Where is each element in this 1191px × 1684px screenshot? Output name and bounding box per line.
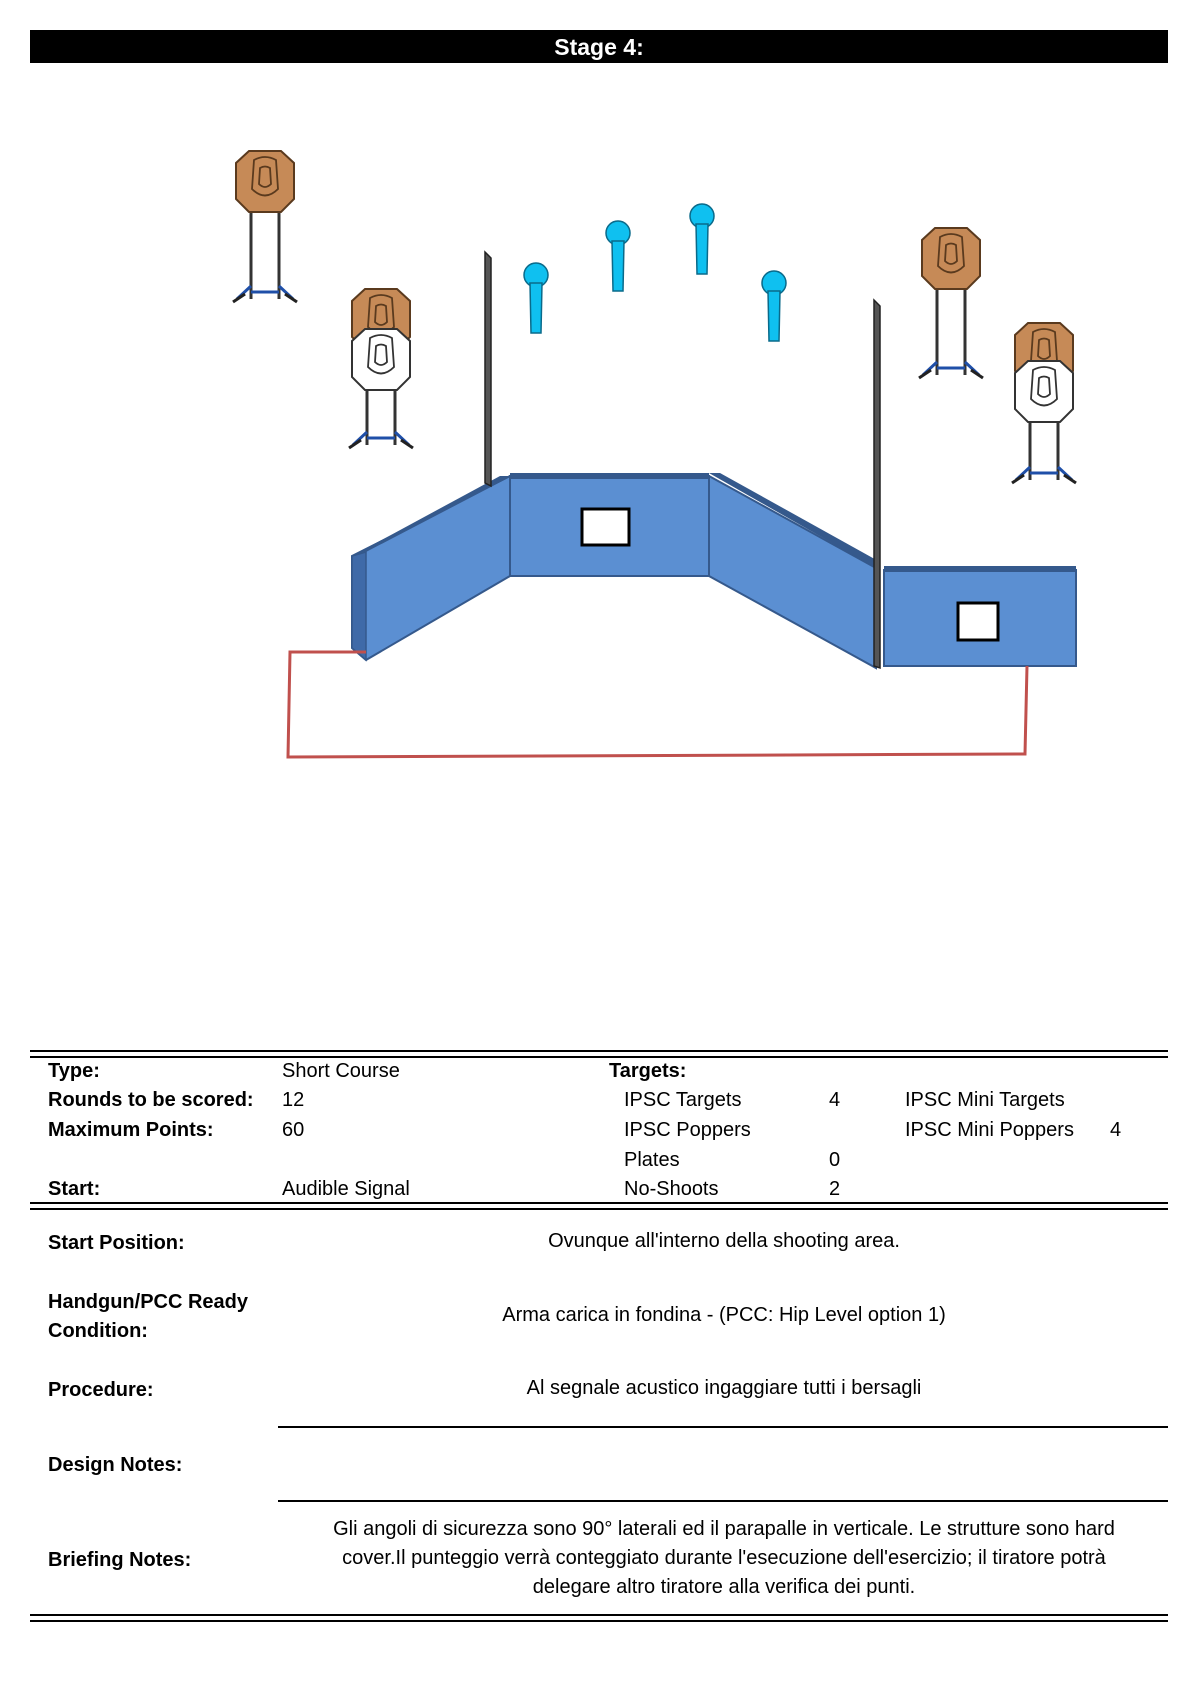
start-position-value: Ovunque all'interno della shooting area. <box>548 1230 900 1252</box>
table-bottom-rule <box>30 1614 1168 1622</box>
ipsc-targets-label: IPSC Targets <box>624 1089 742 1111</box>
shooting-area-fault-line <box>288 652 1027 757</box>
port-window <box>958 603 998 640</box>
ipsc-mini-poppers-label: IPSC Mini Poppers <box>905 1119 1074 1141</box>
port-window <box>582 509 629 545</box>
plates-value: 0 <box>829 1149 841 1171</box>
type-label: Type: <box>48 1060 100 1082</box>
ready-condition-label-line2: Condition: <box>48 1320 148 1342</box>
ipsc-poppers-label: IPSC Poppers <box>624 1119 751 1141</box>
briefing-notes-line1: Gli angoli di sicurezza sono 90° laterali ed il parapalle in verticale. Le strutture sono hard <box>333 1518 1115 1540</box>
ready-condition-label-line1: Handgun/PCC Ready <box>48 1291 249 1313</box>
plates-label: Plates <box>624 1149 680 1171</box>
octagon-target-icon <box>236 151 294 212</box>
popper-icon <box>762 271 786 341</box>
briefing-notes-line3: delegare altro tiratore alla verifica dei punti. <box>532 1576 916 1598</box>
procedure-label: Procedure: <box>48 1379 154 1401</box>
octagon-target-icon <box>922 228 980 289</box>
ipsc-target-stand-far-right <box>1012 323 1076 483</box>
ready-condition-value: Arma carica in fondina - (PCC: Hip Level option 1) <box>502 1304 946 1326</box>
barricade-walls <box>352 473 1076 668</box>
no-shoot-target-icon <box>1015 361 1073 422</box>
ipsc-mini-poppers-value: 4 <box>1110 1119 1122 1141</box>
table-top-rule <box>30 1050 1168 1058</box>
ipsc-mini-targets-label: IPSC Mini Targets <box>905 1089 1065 1111</box>
targets-label: Targets: <box>609 1060 687 1082</box>
no-shoot-target-icon <box>352 329 410 390</box>
popper-icon <box>690 204 714 274</box>
popper-icon <box>606 221 630 291</box>
start-label: Start: <box>48 1178 101 1200</box>
ipsc-target-stand-left <box>349 289 413 448</box>
briefing-notes-label: Briefing Notes: <box>48 1549 192 1571</box>
start-position-label: Start Position: <box>48 1232 185 1254</box>
max-points-value: 60 <box>282 1119 305 1141</box>
stage-title: Stage 4: <box>30 30 1168 63</box>
popper-icon <box>524 263 548 333</box>
briefing-notes-line2: cover.Il punteggio verrà conteggiato durante l'esecuzione dell'esercizio; il tiratore potrà <box>342 1547 1106 1569</box>
ipsc-target-stand-far-left <box>233 151 297 302</box>
rounds-label: Rounds to be scored: <box>48 1089 254 1111</box>
stage-diagram <box>0 110 1191 810</box>
type-value: Short Course <box>282 1060 400 1082</box>
rounds-value: 12 <box>282 1089 305 1111</box>
start-value: Audible Signal <box>282 1178 410 1200</box>
no-shoots-value: 2 <box>829 1178 841 1200</box>
no-shoots-label: No-Shoots <box>624 1178 719 1200</box>
mini-poppers <box>524 204 786 341</box>
ipsc-target-stand-right <box>919 228 983 378</box>
ipsc-targets-value: 4 <box>829 1089 841 1111</box>
design-notes-label: Design Notes: <box>48 1454 183 1476</box>
max-points-label: Maximum Points: <box>48 1119 214 1141</box>
design-notes-rule <box>278 1500 1168 1502</box>
procedure-value: Al segnale acustico ingaggiare tutti i bersagli <box>526 1377 922 1399</box>
procedure-rule <box>278 1426 1168 1428</box>
table-mid-rule <box>30 1202 1168 1210</box>
